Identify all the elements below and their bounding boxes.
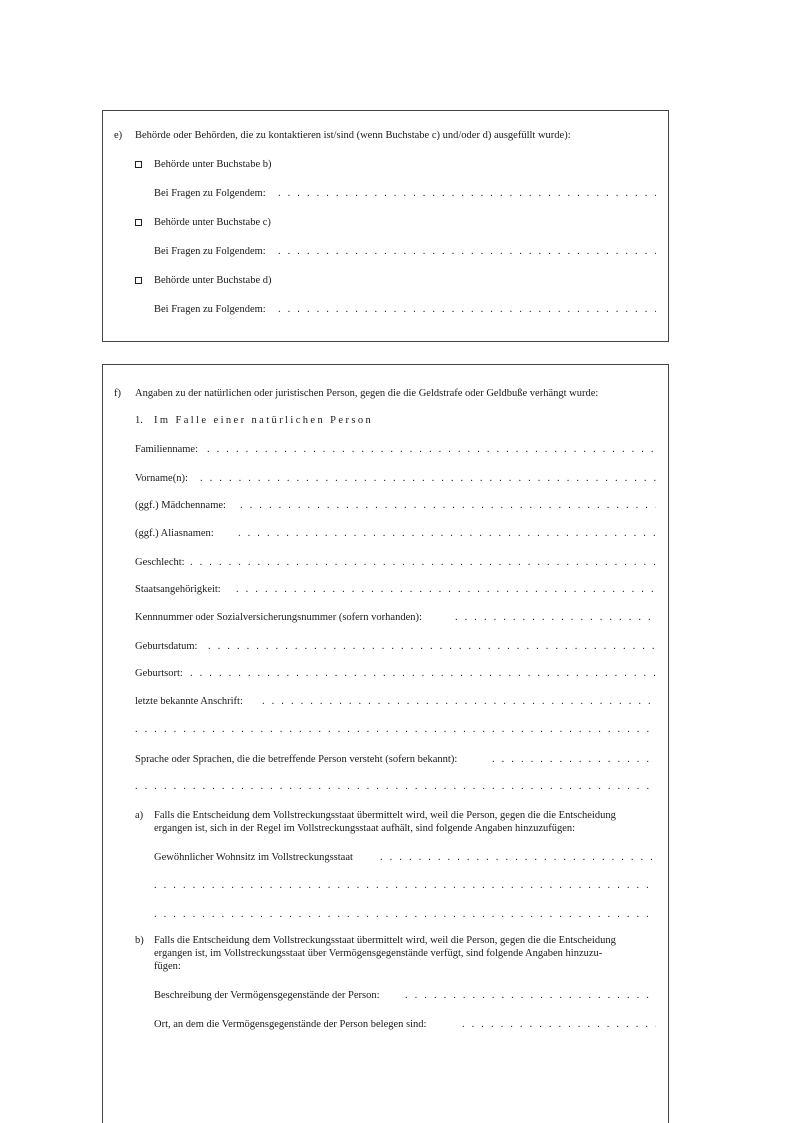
label-vermoegen-ort: Ort, an dem die Vermögensgegenstände der Person belegen sind:	[154, 1019, 427, 1030]
label-familienname: Familienname:	[135, 444, 198, 455]
field-vermoegen-beschreibung[interactable]	[405, 989, 656, 1002]
sub-a-text-line-2: ergangen ist, sich in der Regel im Vollstreckungsstaat aufhält, sind folgende Angaben hinzuzufügen:	[154, 823, 576, 834]
question-field-b[interactable]	[278, 187, 656, 200]
label-maedchenname: (ggf.) Mädchenname:	[135, 500, 226, 511]
question-field-d[interactable]	[278, 303, 656, 316]
label-staatsangehoerigkeit: Staatsangehörigkeit:	[135, 584, 221, 595]
checkbox-authority-b[interactable]	[135, 161, 142, 168]
label-sprache: Sprache oder Sprachen, die die betreffende Person versteht (sofern bekannt):	[135, 754, 458, 765]
question-label-c: Bei Fragen zu Folgendem:	[154, 246, 266, 257]
question-field-c[interactable]	[278, 245, 656, 258]
section-f-marker: f)	[114, 388, 121, 399]
field-wohnsitz-line-1[interactable]	[380, 851, 656, 864]
field-staatsangehoerigkeit[interactable]	[236, 583, 656, 596]
section-e-marker: e)	[114, 130, 123, 141]
field-sprache-line-1[interactable]	[492, 753, 656, 766]
field-vorname[interactable]	[200, 472, 656, 485]
checkbox-authority-d[interactable]	[135, 277, 142, 284]
field-sprache-line-2[interactable]	[135, 780, 656, 793]
subheading-natural-person: Im Falle einer natürlichen Person	[154, 415, 374, 426]
sub-b-text-line-1: Falls die Entscheidung dem Vollstreckungsstaat übermittelt wird, weil die Person, gegen die die Entscheidung	[154, 935, 616, 946]
subheading-number: 1.	[135, 415, 143, 426]
sub-a-marker: a)	[135, 810, 144, 821]
field-familienname[interactable]	[207, 443, 656, 456]
field-wohnsitz-line-3[interactable]	[154, 908, 656, 921]
label-aliasnamen: (ggf.) Aliasnamen:	[135, 528, 214, 539]
label-geschlecht: Geschlecht:	[135, 557, 185, 568]
option-label-b: Behörde unter Buchstabe b)	[154, 159, 272, 170]
label-geburtsort: Geburtsort:	[135, 668, 183, 679]
sub-a-text-line-1: Falls die Entscheidung dem Vollstreckungsstaat übermittelt wird, weil die Person, gegen die die Entscheidung	[154, 810, 616, 821]
field-anschrift-line-1[interactable]	[262, 695, 656, 708]
option-label-c: Behörde unter Buchstabe c)	[154, 217, 271, 228]
field-maedchenname[interactable]	[240, 499, 656, 512]
label-vermoegen-beschreibung: Beschreibung der Vermögensgegenstände der Person:	[154, 990, 380, 1001]
option-label-d: Behörde unter Buchstabe d)	[154, 275, 272, 286]
sub-b-marker: b)	[135, 935, 144, 946]
field-wohnsitz-line-2[interactable]	[154, 879, 656, 892]
label-kennnummer: Kennnummer oder Sozialversicherungsnummer (sofern vorhanden):	[135, 612, 422, 623]
label-anschrift: letzte bekannte Anschrift:	[135, 696, 243, 707]
field-geschlecht[interactable]	[190, 556, 656, 569]
field-geburtsdatum[interactable]	[208, 640, 656, 653]
field-aliasnamen[interactable]	[238, 527, 656, 540]
label-vorname: Vorname(n):	[135, 473, 188, 484]
checkbox-authority-c[interactable]	[135, 219, 142, 226]
question-label-b: Bei Fragen zu Folgendem:	[154, 188, 266, 199]
sub-b-text-line-3: fügen:	[154, 961, 181, 972]
section-f-heading: Angaben zu der natürlichen oder juristischen Person, gegen die die Geldstrafe oder Geldbuße verhängt wurde:	[135, 388, 599, 399]
field-anschrift-line-2[interactable]	[135, 723, 656, 736]
section-e-heading: Behörde oder Behörden, die zu kontaktieren ist/sind (wenn Buchstabe c) und/oder d) ausgefüllt wurde):	[135, 130, 571, 141]
field-vermoegen-ort[interactable]	[462, 1018, 656, 1031]
label-geburtsdatum: Geburtsdatum:	[135, 641, 198, 652]
field-kennnummer[interactable]	[455, 611, 656, 624]
label-wohnsitz: Gewöhnlicher Wohnsitz im Vollstreckungsstaat	[154, 852, 353, 863]
field-geburtsort[interactable]	[190, 667, 656, 680]
sub-b-text-line-2: ergangen ist, im Vollstreckungsstaat über Vermögensgegenstände verfügt, sind folgende Angaben hinzuzu-	[154, 948, 603, 959]
question-label-d: Bei Fragen zu Folgendem:	[154, 304, 266, 315]
